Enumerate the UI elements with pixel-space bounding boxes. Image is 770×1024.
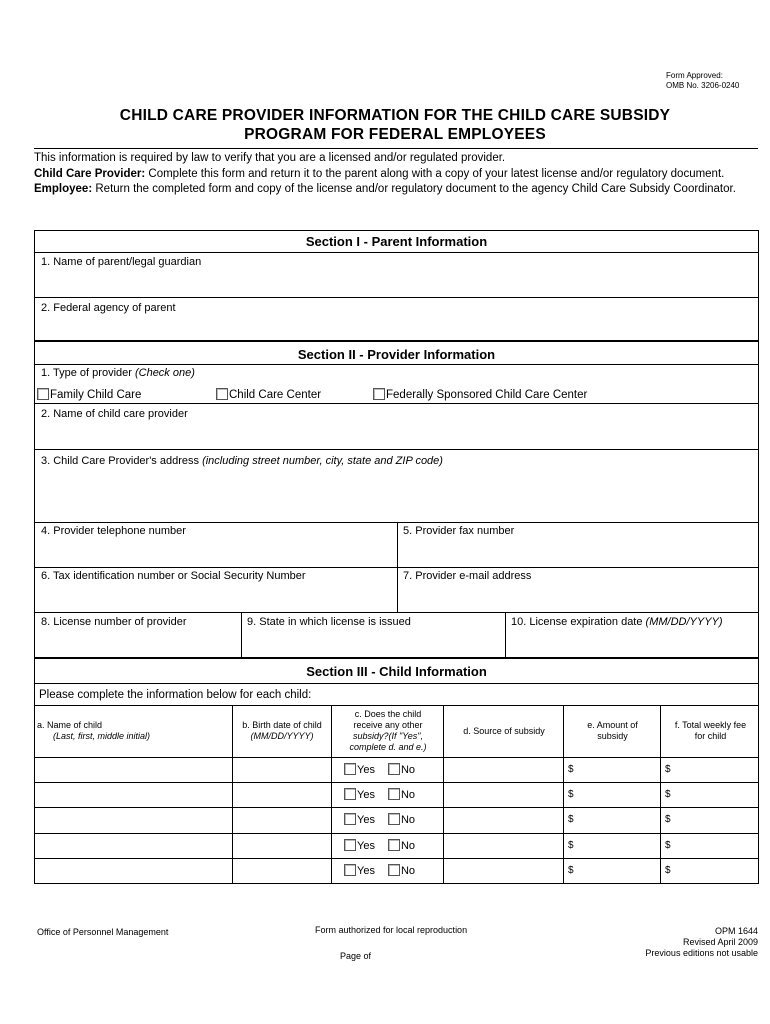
provider-address-field[interactable] <box>35 450 758 522</box>
weekly-fee-field[interactable]: $ <box>665 814 671 825</box>
child-birthdate-field[interactable] <box>233 808 331 832</box>
col-c-line1: c. Does the child <box>354 709 422 719</box>
checkbox-subsidy-no[interactable] <box>388 864 400 876</box>
no-label: No <box>400 764 416 776</box>
checkbox-subsidy-yes[interactable] <box>344 813 356 825</box>
omb-approval <box>666 71 758 91</box>
child-name-field[interactable] <box>35 758 232 782</box>
license-number-label: 8. License number of provider <box>41 616 187 628</box>
telephone-field[interactable] <box>35 523 397 566</box>
form-title <box>40 106 750 144</box>
child-name-field[interactable] <box>35 783 232 807</box>
intro-text <box>34 151 760 198</box>
parent-name-field[interactable] <box>35 253 758 297</box>
provider-name-field[interactable] <box>35 404 758 449</box>
col-a-title: a. Name of child <box>37 720 103 730</box>
yes-label: Yes <box>357 789 375 801</box>
col-a-header <box>37 720 157 742</box>
license-number-field[interactable] <box>35 613 241 658</box>
checkbox-child-care-center[interactable] <box>216 388 228 400</box>
col-b-sub <box>232 731 332 742</box>
section1-parent-information <box>34 230 759 341</box>
yes-label: Yes <box>357 865 375 877</box>
child-name-field[interactable] <box>35 834 232 858</box>
email-field[interactable] <box>398 568 758 612</box>
subsidy-amount-field[interactable]: $ <box>568 865 574 876</box>
option-child-care-center[interactable] <box>216 388 321 401</box>
provider-type-note: (Check one) <box>134 367 195 379</box>
provider-name-label: 2. Name of child care provider <box>41 408 188 420</box>
checkbox-subsidy-yes[interactable] <box>344 864 356 876</box>
col-f-sub: for child <box>694 731 727 741</box>
col-b-title: b. Birth date of child <box>242 720 322 730</box>
federal-agency-label: 2. Federal agency of parent <box>41 302 176 314</box>
subsidy-source-field[interactable] <box>444 783 563 807</box>
col-a-sub <box>37 731 157 742</box>
col-c-line4 <box>332 742 444 753</box>
col-e-title: e. Amount of <box>587 720 638 730</box>
previous-editions-note: Previous editions not usable <box>645 948 758 958</box>
child-birthdate-field[interactable] <box>233 834 331 858</box>
no-label: No <box>400 814 416 826</box>
child-name-field[interactable] <box>35 808 232 832</box>
subsidy-source-field[interactable] <box>444 834 563 858</box>
form-approved-text: Form Approved: <box>666 71 723 80</box>
license-state-label: 9. State in which license is issued <box>247 616 411 628</box>
child-name-field[interactable] <box>35 859 232 883</box>
checkbox-family-child-care[interactable] <box>37 388 49 400</box>
license-expiration-field[interactable] <box>506 613 758 658</box>
section2-provider-information <box>34 341 759 658</box>
option-family-child-care[interactable] <box>37 388 141 401</box>
checkbox-subsidy-yes[interactable] <box>344 788 356 800</box>
section3-heading: Section III - Child Information <box>306 664 487 679</box>
checkbox-subsidy-no[interactable] <box>388 839 400 851</box>
weekly-fee-field[interactable]: $ <box>665 840 671 851</box>
form-title-line1: CHILD CARE PROVIDER INFORMATION FOR THE CHILD CARE SUBSIDY <box>119 107 671 124</box>
no-label: No <box>400 865 416 877</box>
parent-name-label: 1. Name of parent/legal guardian <box>41 256 202 268</box>
page-number: Page of <box>340 951 372 961</box>
checkbox-subsidy-no[interactable] <box>388 813 400 825</box>
subsidy-source-field[interactable] <box>444 859 563 883</box>
footer-opm: Office of Personnel Management <box>37 927 169 937</box>
subsidy-yes-no <box>344 813 415 826</box>
col-f-header <box>661 720 760 742</box>
yes-label: Yes <box>357 840 375 852</box>
child-birthdate-field[interactable] <box>233 859 331 883</box>
license-expiration-text: 10. License expiration date <box>511 616 646 628</box>
fax-label: 5. Provider fax number <box>403 525 515 537</box>
col-e-sub: subsidy <box>597 731 628 741</box>
col-d-header: d. Source of subsidy <box>463 726 545 736</box>
option-federally-sponsored[interactable] <box>373 388 587 401</box>
col-b-header <box>232 720 332 742</box>
col-f-title: f. Total weekly fee <box>674 720 747 730</box>
subsidy-yes-no <box>344 763 415 776</box>
footer-reproduction: Form authorized for local reproduction <box>315 925 468 935</box>
subsidy-yes-no <box>344 839 415 852</box>
col-c-note2: complete d. and e.) <box>349 742 427 752</box>
email-label: 7. Provider e-mail address <box>403 570 532 582</box>
license-expiration-note: (MM/DD/YYYY) <box>645 616 723 628</box>
option-family-label: Family Child Care <box>50 389 142 401</box>
weekly-fee-field[interactable]: $ <box>665 789 671 800</box>
form-title-line2: PROGRAM FOR FEDERAL EMPLOYEES <box>244 126 546 143</box>
section3-child-information <box>34 658 759 884</box>
subsidy-source-field[interactable] <box>444 758 563 782</box>
no-label: No <box>400 789 416 801</box>
intro-provider <box>34 167 760 183</box>
license-state-field[interactable] <box>242 613 505 658</box>
col-a-note: (Last, first, middle initial) <box>53 731 151 741</box>
checkbox-federally-sponsored[interactable] <box>373 388 385 400</box>
provider-address-text: 3. Child Care Provider's address <box>41 455 203 467</box>
col-c-note: subsidy?(If "Yes", <box>353 731 423 741</box>
revision-date: Revised April 2009 <box>682 937 758 947</box>
subsidy-amount-field[interactable]: $ <box>568 814 574 825</box>
tax-id-label: 6. Tax identification number or Social Security Number <box>41 570 306 582</box>
telephone-label: 4. Provider telephone number <box>41 525 186 537</box>
provider-instruction: Complete this form and return it to the parent along with a copy of your latest license and/or regulatory document. <box>145 167 725 180</box>
fax-field[interactable] <box>398 523 758 566</box>
yes-label: Yes <box>357 814 375 826</box>
option-center-label: Child Care Center <box>229 389 322 401</box>
col-b-note: (MM/DD/YYYY) <box>250 731 314 741</box>
intro-line1: This information is required by law to verify that you are a licensed and/or regulated provider. <box>34 152 506 164</box>
section2-heading: Section II - Provider Information <box>297 347 496 362</box>
employee-instruction: Return the completed form and copy of the license and/or regulatory document to the agency Child Care Subsidy Coordinator. <box>92 183 736 195</box>
footer-form-info <box>645 926 758 959</box>
provider-address-note: (including street number, city, state and ZIP code) <box>202 455 443 467</box>
omb-number: OMB No. 3206-0240 <box>666 81 740 90</box>
subsidy-yes-no <box>344 864 415 877</box>
checkbox-subsidy-no[interactable] <box>388 763 400 775</box>
col-c-header <box>332 709 444 753</box>
section3-instruction: Please complete the information below for each child: <box>39 689 312 701</box>
provider-label: Child Care Provider: <box>34 167 146 180</box>
checkbox-subsidy-no[interactable] <box>388 788 400 800</box>
form-number: OPM 1644 <box>714 926 758 936</box>
intro-employee <box>34 182 760 198</box>
checkbox-subsidy-yes[interactable] <box>344 839 356 851</box>
title-divider <box>34 148 758 149</box>
federal-agency-field[interactable] <box>35 298 758 341</box>
col-e-header <box>564 720 661 742</box>
subsidy-source-field[interactable] <box>444 808 563 832</box>
child-birthdate-field[interactable] <box>233 783 331 807</box>
section1-heading: Section I - Parent Information <box>305 234 488 249</box>
checkbox-subsidy-yes[interactable] <box>344 763 356 775</box>
col-c-line3 <box>332 731 444 742</box>
provider-type-label <box>41 367 195 379</box>
subsidy-amount-field[interactable]: $ <box>568 789 574 800</box>
subsidy-yes-no <box>344 788 415 801</box>
weekly-fee-field[interactable]: $ <box>665 764 671 775</box>
provider-type-text: 1. Type of provider <box>41 367 135 379</box>
subsidy-amount-field[interactable]: $ <box>568 764 574 775</box>
employee-label: Employee: <box>34 183 93 195</box>
weekly-fee-field[interactable]: $ <box>665 865 671 876</box>
child-birthdate-field[interactable] <box>233 758 331 782</box>
subsidy-amount-field[interactable]: $ <box>568 840 574 851</box>
tax-id-field[interactable] <box>35 568 397 612</box>
col-c-line2: receive any other <box>353 720 423 730</box>
yes-label: Yes <box>357 764 375 776</box>
no-label: No <box>400 840 416 852</box>
option-federal-label: Federally Sponsored Child Care Center <box>386 389 588 401</box>
